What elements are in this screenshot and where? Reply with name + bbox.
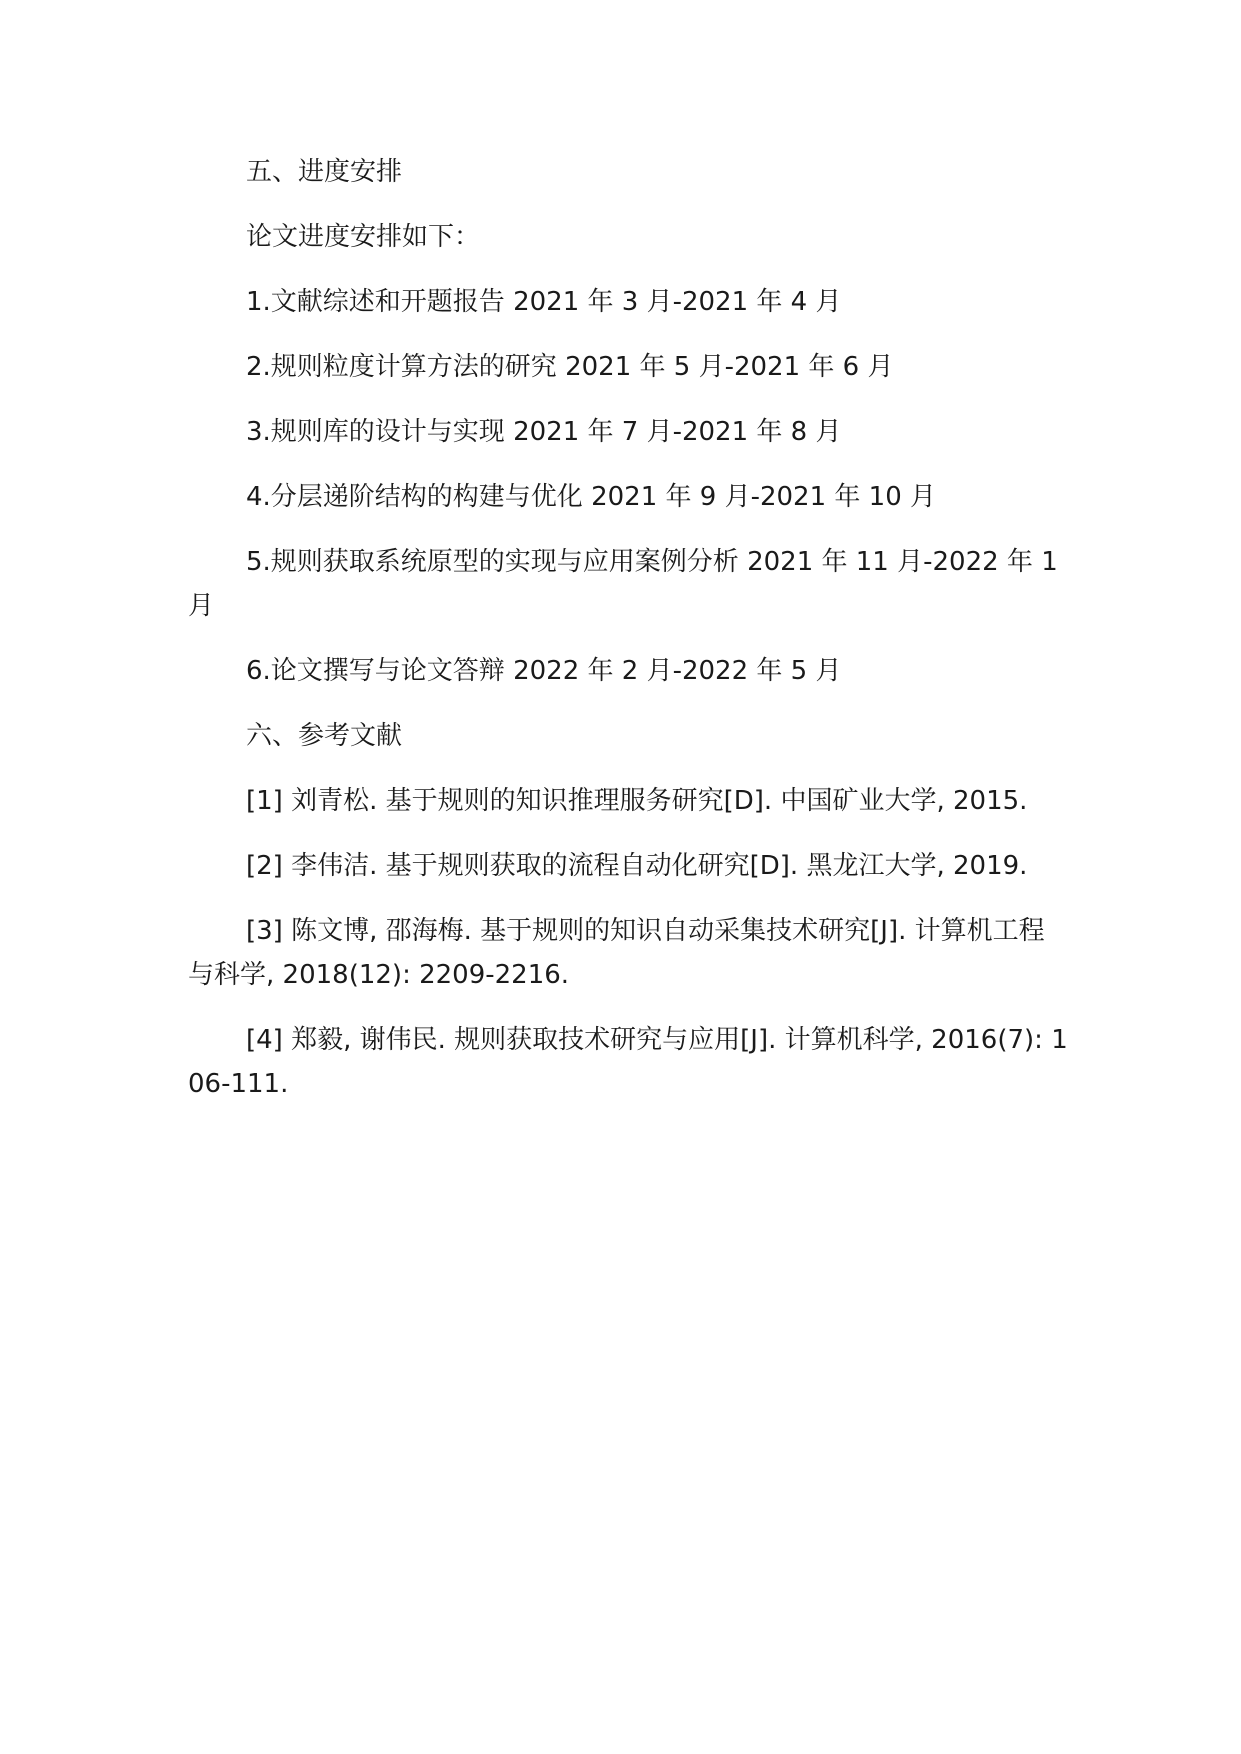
schedule-item: 2.规则粒度计算方法的研究 2021 年 5 月-2021 年 6 月	[246, 352, 894, 382]
reference-item: [1] 刘青松. 基于规则的知识推理服务研究[D]. 中国矿业大学, 2015.	[246, 786, 1028, 816]
reference-item: [4] 郑毅, 谢伟民. 规则获取技术研究与应用[J]. 计算机科学, 2016(7): 106-111.	[188, 1025, 1068, 1099]
document-page	[188, 150, 1068, 1127]
schedule-item: 4.分层递阶结构的构建与优化 2021 年 9 月-2021 年 10 月	[246, 482, 937, 512]
section-6-heading: 六、参考文献	[246, 721, 403, 751]
schedule-item: 6.论文撰写与论文答辩 2022 年 2 月-2022 年 5 月	[246, 656, 842, 686]
reference-item: [2] 李伟洁. 基于规则获取的流程自动化研究[D]. 黑龙江大学, 2019.	[246, 851, 1028, 881]
schedule-item: 3.规则库的设计与实现 2021 年 7 月-2021 年 8 月	[246, 417, 842, 447]
schedule-item: 1.文献综述和开题报告 2021 年 3 月-2021 年 4 月	[246, 287, 842, 317]
schedule-intro: 论文进度安排如下：	[246, 222, 481, 252]
section-5-heading: 五、进度安排	[246, 157, 403, 187]
schedule-item: 5.规则获取系统原型的实现与应用案例分析 2021 年 11 月-2022 年 1 月	[188, 547, 1058, 621]
reference-item: [3] 陈文博, 邵海梅. 基于规则的知识自动采集技术研究[J]. 计算机工程与科学, 2018(12): 2209-2216.	[188, 916, 1045, 990]
